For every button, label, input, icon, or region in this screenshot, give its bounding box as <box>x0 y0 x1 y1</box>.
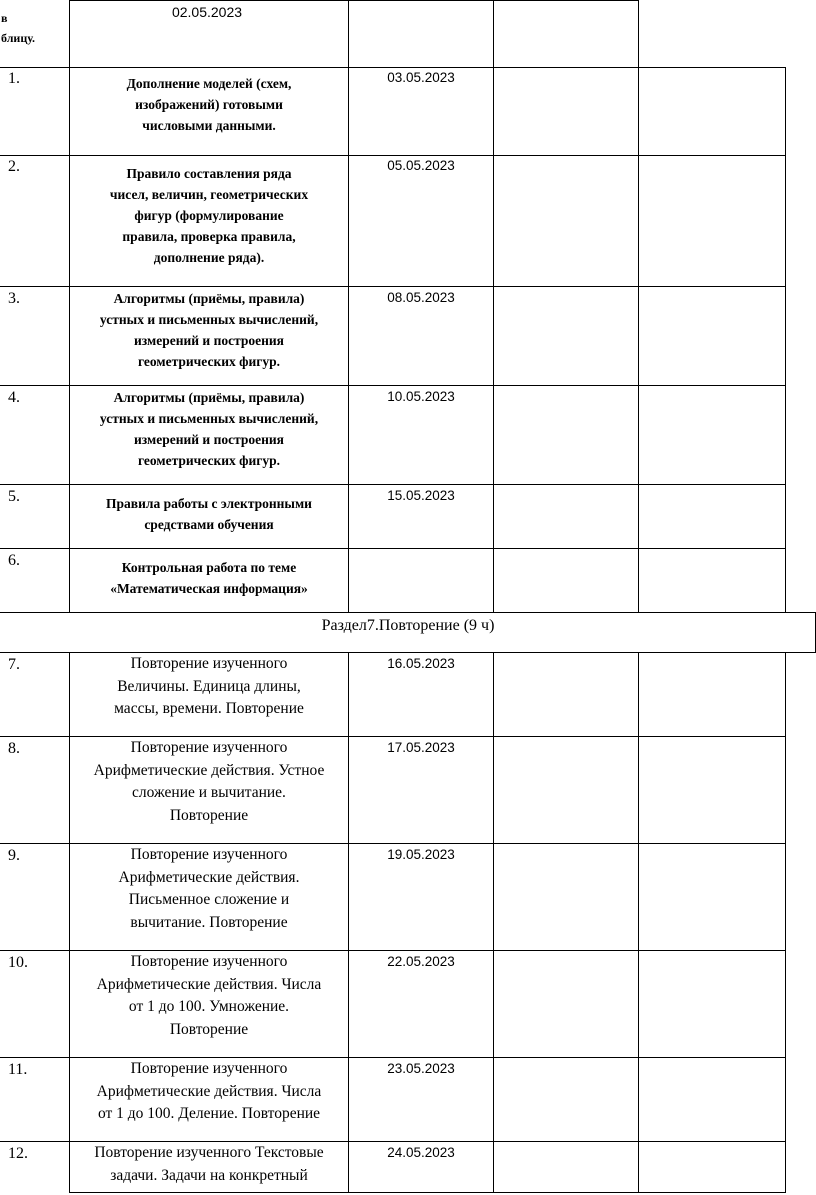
row-number: 2. <box>8 158 20 175</box>
row-date: 23.05.2023 <box>387 1061 455 1076</box>
row-topic: Повторение изученного Арифметические действия. Числа от 1 до 100. Деление. Повторение <box>96 1060 322 1122</box>
row-date: 08.05.2023 <box>387 290 455 305</box>
header-cut-text: в блицу. <box>1 11 36 45</box>
row-topic: Алгоритмы (приёмы, правила) устных и письменных вычислений, измерений и построения геометрических фигур. <box>99 291 319 369</box>
row-number: 12. <box>8 1145 28 1162</box>
row-date: 10.05.2023 <box>387 389 455 404</box>
row-topic: Повторение изученного Величины. Единица длины, массы, времени. Повторение <box>114 655 304 717</box>
row-topic: Повторение изученного Арифметические действия. Устное сложение и вычитание. Повторение <box>93 739 325 824</box>
row-number: 1. <box>8 70 20 87</box>
row-number: 11. <box>8 1061 28 1078</box>
row-date: 24.05.2023 <box>387 1145 455 1160</box>
row-number: 5. <box>8 488 20 505</box>
row-date: 22.05.2023 <box>387 954 455 969</box>
row-date: 16.05.2023 <box>387 656 455 671</box>
section-title: Раздел7.Повторение (9 ч) <box>321 617 495 634</box>
row-date: 15.05.2023 <box>387 488 455 503</box>
row-topic: Правила работы с электронными средствами обучения <box>106 496 312 532</box>
row-number: 8. <box>8 740 20 757</box>
row-topic: Повторение изученного Текстовые задачи. Задачи на конкретный <box>94 1144 324 1184</box>
row-number: 3. <box>8 290 20 307</box>
row-date: 03.05.2023 <box>387 70 455 85</box>
row-number: 7. <box>8 656 20 673</box>
row-date: 19.05.2023 <box>387 847 455 862</box>
row-topic: Дополнение моделей (схем, изображений) готовыми числовыми данными. <box>126 76 292 133</box>
row-topic: Контрольная работа по теме «Математическая информация» <box>110 560 308 596</box>
header-date: 02.05.2023 <box>171 4 243 20</box>
row-number: 6. <box>8 552 20 569</box>
row-date: 17.05.2023 <box>387 740 455 755</box>
row-date: 05.05.2023 <box>387 158 455 173</box>
row-topic: Алгоритмы (приёмы, правила) устных и письменных вычислений, измерений и построения геометрических фигур. <box>99 390 319 468</box>
row-topic: Правило составления ряда чисел, величин, геометрических фигур (формулирование правила, проверка правила, дополнение ряда). <box>109 166 309 265</box>
row-number: 4. <box>8 389 20 406</box>
row-topic: Повторение изученного Арифметические действия. Числа от 1 до 100. Умножение. Повторение <box>96 953 322 1038</box>
row-topic: Повторение изученного Арифметические действия. Письменное сложение и вычитание. Повторение <box>118 846 300 931</box>
row-number: 10. <box>8 954 28 971</box>
row-number: 9. <box>8 847 20 864</box>
